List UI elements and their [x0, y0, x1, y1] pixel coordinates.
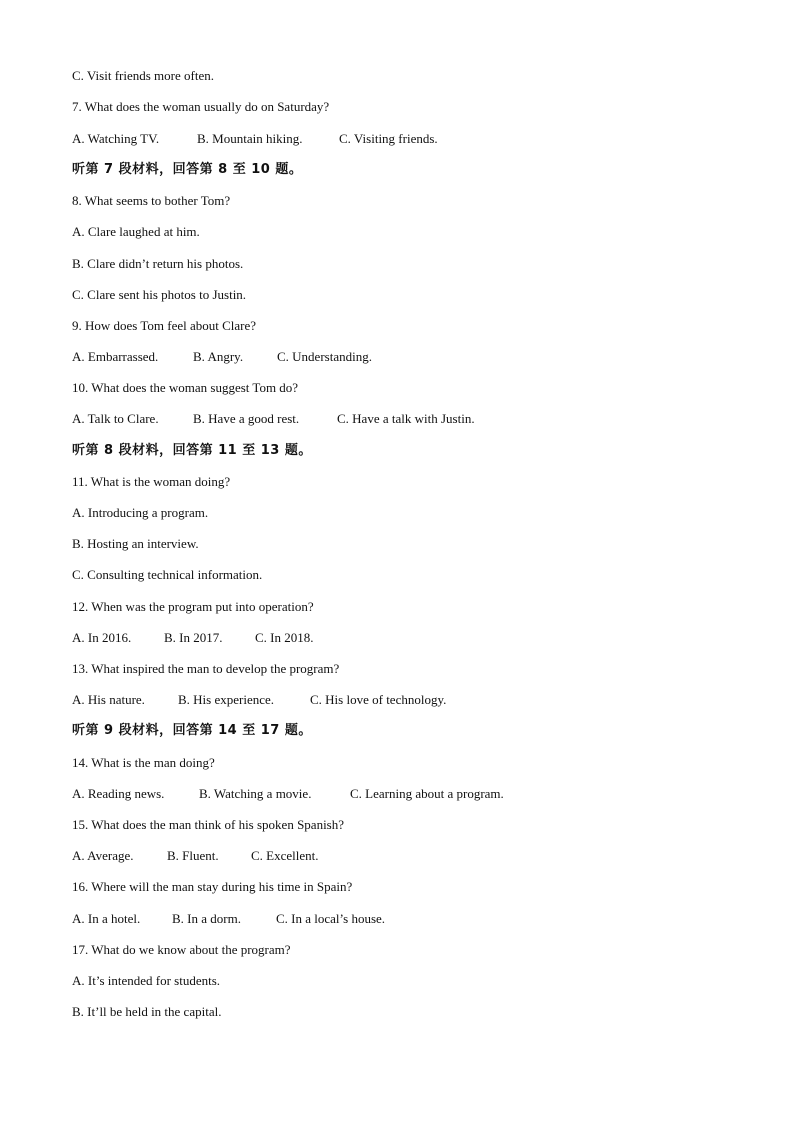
option-b: B. Mountain hiking.: [197, 131, 303, 146]
options-line: [72, 692, 446, 708]
question-line: 9. How does Tom feel about Clare?: [72, 318, 257, 333]
options-line: [72, 911, 385, 927]
question-line: 11. What is the woman doing?: [72, 474, 231, 489]
option-a: A. In a hotel.: [72, 911, 141, 926]
section-heading: 听第 7 段材料，回答第 8 至 10 题。: [72, 162, 303, 177]
option-line: B. It’ll be held in the capital.: [72, 1004, 222, 1019]
options-line: [72, 786, 504, 802]
options-line: [72, 131, 438, 147]
option-b: B. Angry.: [193, 349, 244, 364]
question-line: 14. What is the man doing?: [72, 755, 215, 770]
option-c: C. His love of technology.: [310, 692, 447, 707]
option-c: C. In 2018.: [255, 630, 314, 645]
option-b: B. Fluent.: [167, 848, 219, 863]
question-line: 10. What does the woman suggest Tom do?: [72, 380, 299, 395]
section-heading: 听第 9 段材料，回答第 14 至 17 题。: [72, 723, 312, 738]
option-c: C. Excellent.: [251, 848, 319, 863]
option-c: C. Understanding.: [277, 349, 372, 364]
options-line: [72, 848, 319, 864]
option-a: A. His nature.: [72, 692, 145, 707]
option-a: A. Average.: [72, 848, 134, 863]
question-line: 15. What does the man think of his spoken Spanish?: [72, 817, 345, 832]
option-a: A. Talk to Clare.: [72, 411, 159, 426]
option-a: A. Reading news.: [72, 786, 165, 801]
question-line: 8. What seems to bother Tom?: [72, 193, 231, 208]
options-line: [72, 411, 475, 427]
option-line: A. Clare laughed at him.: [72, 224, 200, 239]
option-line: C. Clare sent his photos to Justin.: [72, 287, 247, 302]
option-a: A. Embarrassed.: [72, 349, 159, 364]
option-c: C. Visiting friends.: [339, 131, 438, 146]
question-line: 17. What do we know about the program?: [72, 942, 291, 957]
option-c: C. Have a talk with Justin.: [337, 411, 475, 426]
option-b: B. Watching a movie.: [199, 786, 312, 801]
option-line: B. Clare didn’t return his photos.: [72, 256, 244, 271]
option-line: A. Introducing a program.: [72, 505, 209, 520]
option-b: B. His experience.: [178, 692, 275, 707]
options-line: [72, 349, 372, 365]
option-a: A. In 2016.: [72, 630, 132, 645]
option-a: A. Watching TV.: [72, 131, 160, 146]
question-line: 7. What does the woman usually do on Saturday?: [72, 99, 330, 114]
question-line: 13. What inspired the man to develop the program?: [72, 661, 340, 676]
option-b: B. Have a good rest.: [193, 411, 300, 426]
text-line: C. Visit friends more often.: [72, 68, 214, 83]
option-line: C. Consulting technical information.: [72, 567, 263, 582]
option-c: C. In a local’s house.: [276, 911, 386, 926]
option-line: B. Hosting an interview.: [72, 536, 199, 551]
option-line: A. It’s intended for students.: [72, 973, 221, 988]
option-b: B. In a dorm.: [172, 911, 241, 926]
section-heading: 听第 8 段材料，回答第 11 至 13 题。: [72, 443, 312, 458]
option-c: C. Learning about a program.: [350, 786, 504, 801]
options-line: [72, 630, 314, 646]
question-line: 12. When was the program put into operation?: [72, 599, 314, 614]
question-line: 16. Where will the man stay during his time in Spain?: [72, 879, 353, 894]
option-b: B. In 2017.: [164, 630, 223, 645]
